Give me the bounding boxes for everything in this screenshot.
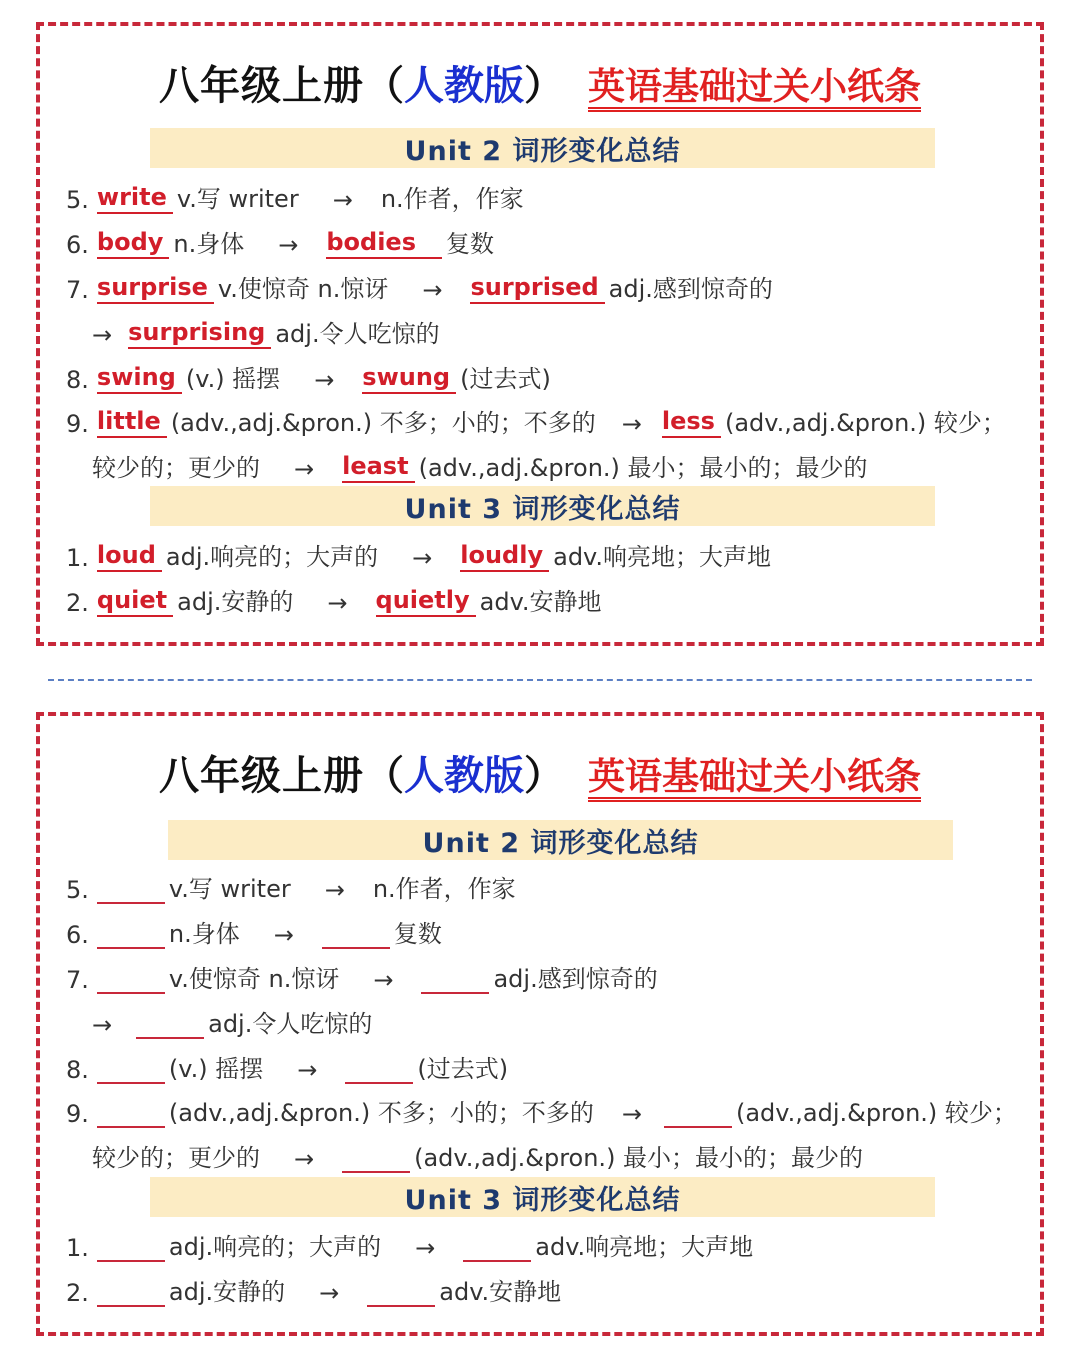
list-item-8 bbox=[66, 354, 557, 394]
list-item-9 bbox=[66, 398, 1012, 438]
item-text: (v.) 摇摆 bbox=[168, 1055, 264, 1083]
arrow-icon: → bbox=[373, 966, 394, 994]
item-number: 1. bbox=[66, 1234, 89, 1262]
unit3-header: Unit 3 词形变化总结 bbox=[150, 486, 935, 526]
arrow-icon: → bbox=[621, 410, 642, 438]
item-text: adj.令人吃惊的 bbox=[275, 320, 440, 348]
item-text: adv.安静地 bbox=[479, 588, 602, 616]
answer-word: surprised bbox=[470, 272, 604, 304]
item-text: (adv.,adj.&pron.) 最小；最小的；最少的 bbox=[414, 1144, 864, 1172]
item-number: 6. bbox=[66, 231, 89, 259]
arrow-icon: → bbox=[415, 1234, 436, 1262]
arrow-icon: → bbox=[412, 544, 433, 572]
list-item-8 bbox=[66, 1044, 514, 1084]
answer-card bbox=[36, 22, 1044, 646]
answer-word: loud bbox=[97, 540, 162, 572]
answer-word: quietly bbox=[376, 585, 476, 617]
item-text: n.身体 bbox=[168, 920, 240, 948]
arrow-icon: → bbox=[324, 876, 345, 904]
title-main: 八年级上册 bbox=[159, 63, 364, 109]
item-number: 8. bbox=[66, 366, 89, 394]
answer-word: quiet bbox=[97, 585, 173, 617]
item-text: adj.安静的 bbox=[177, 588, 294, 616]
title-paren-open: （ bbox=[364, 63, 404, 109]
title-main: 八年级上册 bbox=[159, 753, 364, 799]
list-item-9 bbox=[66, 1088, 1023, 1128]
item-text: n.作者，作家 bbox=[372, 875, 516, 903]
list-item-5 bbox=[66, 864, 522, 904]
item-text: adj.令人吃惊的 bbox=[208, 1010, 373, 1038]
item-number: 2. bbox=[66, 1279, 89, 1307]
answer-word: swing bbox=[97, 362, 182, 394]
answer-blank[interactable] bbox=[136, 1009, 204, 1039]
list-item-u3-1 bbox=[66, 1222, 759, 1262]
answer-blank[interactable] bbox=[97, 874, 165, 904]
item-text: v.写 writer bbox=[176, 185, 299, 213]
item-number: 2. bbox=[66, 589, 89, 617]
answer-blank[interactable] bbox=[97, 1098, 165, 1128]
arrow-icon: → bbox=[294, 1145, 315, 1173]
item-text: adj.安静的 bbox=[168, 1278, 286, 1306]
answer-blank[interactable] bbox=[367, 1277, 435, 1307]
unit3-header: Unit 3 词形变化总结 bbox=[150, 1177, 935, 1217]
answer-blank[interactable] bbox=[463, 1232, 531, 1262]
arrow-icon: → bbox=[92, 1011, 113, 1039]
answer-blank[interactable] bbox=[97, 1054, 165, 1084]
item-text: (过去式) bbox=[460, 365, 551, 393]
answer-blank[interactable] bbox=[345, 1054, 413, 1084]
unit2-header: Unit 2 词形变化总结 bbox=[150, 128, 935, 168]
item-text: 较少的；更少的 bbox=[92, 454, 260, 482]
card-title bbox=[40, 744, 1040, 808]
item-text: n.身体 bbox=[173, 230, 245, 258]
answer-word: surprise bbox=[97, 272, 214, 304]
list-item-7 bbox=[66, 954, 664, 994]
item-text: 复数 bbox=[446, 230, 494, 258]
arrow-icon: → bbox=[92, 321, 113, 349]
item-text: v.写 writer bbox=[168, 875, 291, 903]
arrow-icon: → bbox=[273, 921, 294, 949]
title-edition: 人教版 bbox=[404, 753, 524, 799]
answer-blank[interactable] bbox=[342, 1143, 410, 1173]
item-text: 较少的；更少的 bbox=[92, 1144, 260, 1172]
arrow-icon: → bbox=[319, 1279, 340, 1307]
arrow-icon: → bbox=[332, 186, 353, 214]
list-item-9-continued bbox=[92, 443, 874, 483]
answer-word: least bbox=[342, 451, 414, 483]
arrow-icon: → bbox=[422, 276, 443, 304]
item-number: 6. bbox=[66, 921, 89, 949]
answer-blank[interactable] bbox=[421, 964, 489, 994]
title-paren-close: ） bbox=[524, 753, 564, 799]
arrow-icon: → bbox=[297, 1056, 318, 1084]
item-text: adv.响亮地；大声地 bbox=[535, 1233, 754, 1261]
answer-word: surprising bbox=[128, 317, 271, 349]
list-item-7 bbox=[66, 264, 779, 304]
arrow-icon: → bbox=[294, 455, 315, 483]
item-text: (adv.,adj.&pron.) 不多；小的；不多的 bbox=[168, 1099, 594, 1127]
list-item-6 bbox=[66, 909, 448, 949]
arrow-icon: → bbox=[327, 589, 348, 617]
item-text: (adv.,adj.&pron.) 较少； bbox=[724, 409, 1006, 437]
item-text: adv.安静地 bbox=[439, 1278, 562, 1306]
item-number: 7. bbox=[66, 276, 89, 304]
item-number: 7. bbox=[66, 966, 89, 994]
item-text: n.作者，作家 bbox=[380, 185, 524, 213]
item-text: adj.感到惊奇的 bbox=[608, 275, 773, 303]
list-item-5 bbox=[66, 174, 530, 214]
list-item-6 bbox=[66, 219, 500, 259]
item-number: 5. bbox=[66, 186, 89, 214]
item-text: (adv.,adj.&pron.) 最小；最小的；最少的 bbox=[418, 454, 868, 482]
title-paren-open: （ bbox=[364, 753, 404, 799]
answer-blank[interactable] bbox=[322, 919, 390, 949]
title-subtitle: 英语基础过关小纸条 bbox=[588, 65, 921, 108]
card-title bbox=[40, 54, 1040, 118]
answer-word: write bbox=[97, 182, 173, 214]
item-text: v.使惊奇 n.惊讶 bbox=[168, 965, 340, 993]
answer-word: bodies bbox=[326, 227, 442, 259]
item-text: (v.) 摇摆 bbox=[185, 365, 281, 393]
answer-blank[interactable] bbox=[97, 1277, 165, 1307]
answer-blank[interactable] bbox=[97, 919, 165, 949]
answer-blank[interactable] bbox=[97, 1232, 165, 1262]
title-edition: 人教版 bbox=[404, 63, 524, 109]
item-number: 8. bbox=[66, 1056, 89, 1084]
answer-blank[interactable] bbox=[97, 964, 165, 994]
item-text: adv.响亮地；大声地 bbox=[553, 543, 772, 571]
title-subtitle: 英语基础过关小纸条 bbox=[588, 755, 921, 798]
item-text: adj.感到惊奇的 bbox=[493, 965, 658, 993]
item-text: (过去式) bbox=[417, 1055, 509, 1083]
section-divider bbox=[48, 679, 1032, 681]
item-number: 9. bbox=[66, 410, 89, 438]
item-number: 5. bbox=[66, 876, 89, 904]
answer-blank[interactable] bbox=[664, 1098, 732, 1128]
item-text: adj.响亮的；大声的 bbox=[165, 543, 379, 571]
list-item-7-continued bbox=[92, 309, 446, 349]
list-item-u3-1 bbox=[66, 532, 777, 572]
item-number: 9. bbox=[66, 1100, 89, 1128]
arrow-icon: → bbox=[278, 231, 299, 259]
item-text: v.使惊奇 n.惊讶 bbox=[217, 275, 389, 303]
answer-word: body bbox=[97, 227, 170, 259]
list-item-u3-2 bbox=[66, 1267, 567, 1307]
title-paren-close: ） bbox=[524, 63, 564, 109]
answer-word: loudly bbox=[460, 540, 549, 572]
arrow-icon: → bbox=[314, 366, 335, 394]
answer-word: swung bbox=[362, 362, 456, 394]
item-text: (adv.,adj.&pron.) 较少； bbox=[735, 1099, 1017, 1127]
item-text: (adv.,adj.&pron.) 不多；小的；不多的 bbox=[170, 409, 596, 437]
item-text: 复数 bbox=[393, 920, 442, 948]
item-text: adj.响亮的；大声的 bbox=[168, 1233, 382, 1261]
exercise-card bbox=[36, 712, 1044, 1336]
list-item-u3-2 bbox=[66, 577, 608, 617]
item-number: 1. bbox=[66, 544, 89, 572]
arrow-icon: → bbox=[621, 1100, 642, 1128]
unit2-header: Unit 2 词形变化总结 bbox=[168, 820, 953, 860]
answer-word: little bbox=[97, 406, 167, 438]
answer-word: less bbox=[662, 406, 721, 438]
list-item-9-continued bbox=[92, 1133, 869, 1173]
list-item-7-continued bbox=[92, 999, 378, 1039]
